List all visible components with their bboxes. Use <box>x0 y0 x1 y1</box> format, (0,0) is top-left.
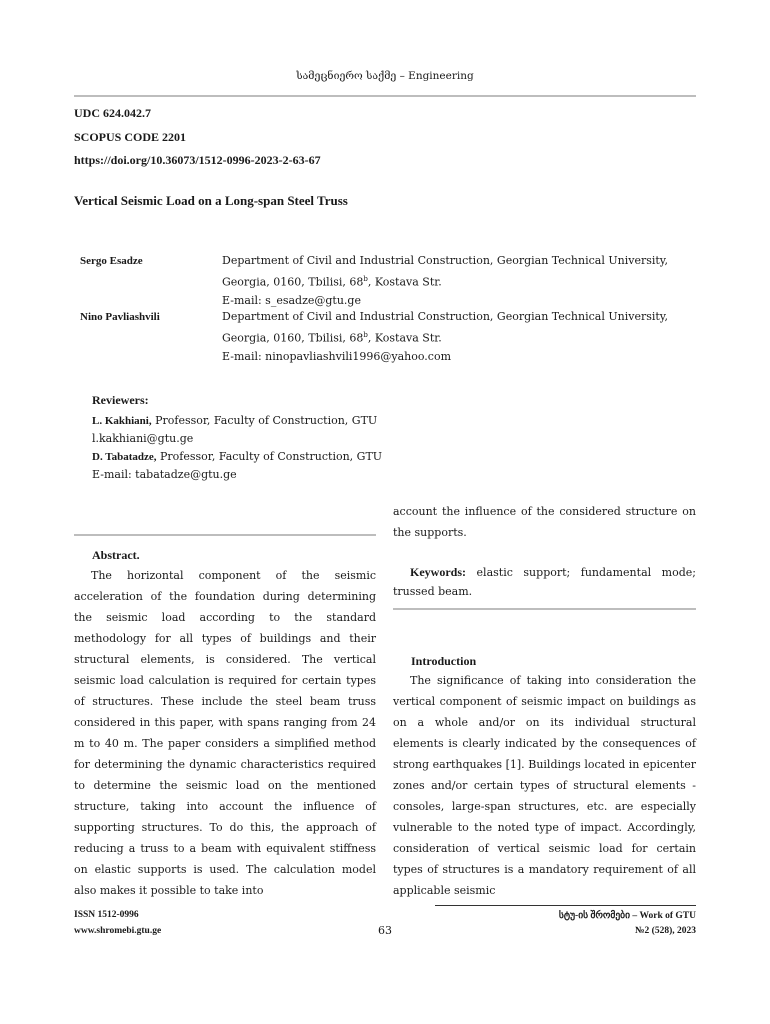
author-email[interactable]: E-mail: ninopavliashvili1996@yahoo.com <box>222 349 452 363</box>
issn: ISSN 1512-0996 <box>74 910 139 920</box>
keywords-rule <box>393 608 696 610</box>
affiliation-line: Department of Civil and Industrial Construction, Georgian Technical University, <box>222 254 669 267</box>
header-rule <box>74 95 696 97</box>
reviewers-list <box>92 412 392 484</box>
keywords-text: elastic support; fundamental mode; trussed beam. <box>393 566 696 598</box>
abstract-title: Abstract. <box>92 548 140 562</box>
reviewer-1: L. Kakhiani, Professor, Faculty of Construction, GTU <box>92 414 378 427</box>
author-name: Sergo Esadze <box>80 255 143 267</box>
website-link[interactable]: www.shromebi.gtu.ge <box>74 926 162 936</box>
author-affiliation <box>222 252 690 310</box>
scopus-code: SCOPUS CODE 2201 <box>74 130 187 144</box>
paper-title: Vertical Seismic Load on a Long-span Steel Truss <box>74 193 348 208</box>
issue-number: №2 (528), 2023 <box>635 926 696 936</box>
page-number: 63 <box>378 924 392 937</box>
reviewer-1-email[interactable]: l.kakhiani@gtu.ge <box>92 432 194 445</box>
abstract-text: The horizontal component of the seismic acceleration of the foundation during determining the seismic load according to the standard methodology for all types of buildings and their structural elements, is considered. The vertical seismic load calculation is required for certain types of structures. These include the steel beam truss considered in this paper, with spans ranging from 24 m to 40 m. The paper considers a simplified method for determining the dynamic characteristics required to determine the seismic load on the mentioned structure, taking into account the influence of supporting structures. To do this, the approach of reducing a truss to a beam with equivalent stiffness on elastic supports is used. The calculation model also makes it possible to take into <box>74 569 376 897</box>
reviewers-title: Reviewers: <box>92 393 149 407</box>
affiliation-address: Georgia, 0160, Tbilisi, 68$^b$, Kostava Str. <box>222 275 442 289</box>
keywords-label: Keywords: <box>410 565 466 579</box>
reviewer-2: D. Tabatadze, Professor, Faculty of Construction, GTU <box>92 450 383 463</box>
affiliation-line: Department of Civil and Industrial Construction, Georgian Technical University, <box>222 310 669 323</box>
keywords <box>393 563 696 601</box>
reviewer-2-email[interactable]: E-mail: tabatadze@gtu.ge <box>92 468 237 481</box>
introduction-text: The significance of taking into consideration the vertical component of seismic impact on buildings as on a whole and/or on its individual structural elements is clearly indicated by the consequences of strong earthquakes [1]. Buildings located in epicenter zones and/or certain types of structural elements - consoles, large-span structures, etc. are especially vulnerable to the noted type of impact. Accordingly, consideration of vertical seismic load for certain types of structures is a mandatory requirement of all applicable seismic <box>393 674 696 897</box>
journal-header: სამეცნიერო საქმე – Engineering <box>296 70 474 82</box>
abstract-continuation: account the influence of the considered structure on the supports. <box>393 505 696 539</box>
author-email[interactable]: E-mail: s_esadze@gtu.ge <box>222 293 361 307</box>
introduction-title: Introduction <box>411 654 477 668</box>
affiliation-address: Georgia, 0160, Tbilisi, 68$^b$, Kostava Str. <box>222 331 442 345</box>
udc-code: UDC 624.042.7 <box>74 106 151 120</box>
author-name: Nino Pavliashvili <box>80 311 160 323</box>
footer-rule <box>435 905 696 906</box>
author-affiliation <box>222 308 690 366</box>
abstract-rule <box>74 534 376 536</box>
journal-name-footer: სტუ-ის შრომები – Work of GTU <box>558 911 696 921</box>
doi-link[interactable]: https://doi.org/10.36073/1512-0996-2023-2-63-67 <box>74 153 321 167</box>
